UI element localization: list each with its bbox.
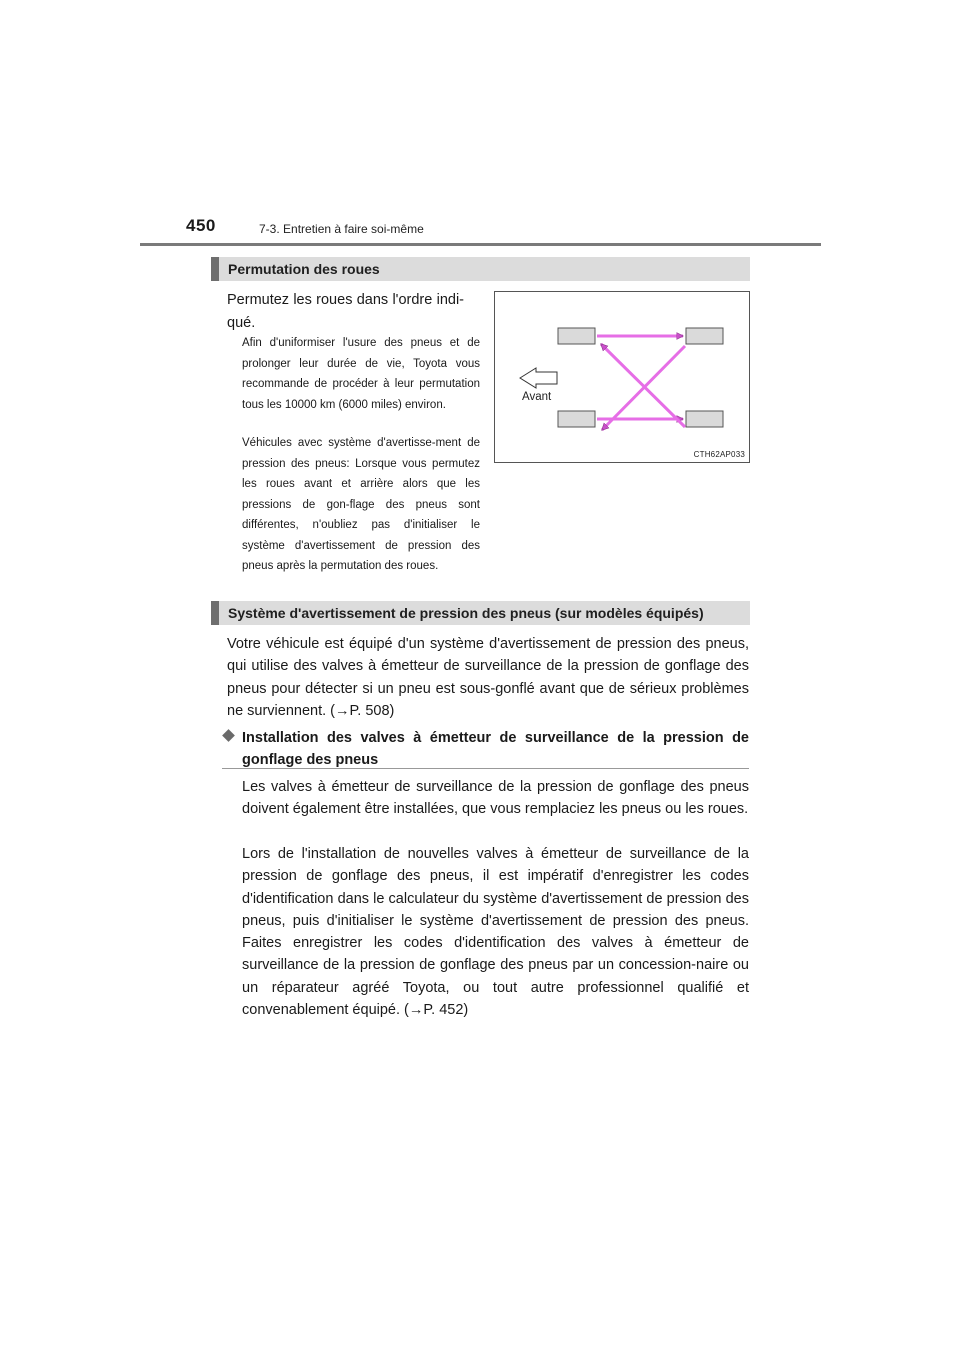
valve-paragraph-1: Les valves à émetteur de surveillance de la pression de gonflage des pneus doivent également être installées, que vous remplaciez les pneus ou les roues. (242, 779, 749, 818)
figure-code: CTH62AP033 (693, 450, 745, 459)
front-direction-arrow (520, 368, 557, 388)
valve-paragraph-2: Lors de l'installation de nouvelles valves à émetteur de surveillance de la pression de gonflage des pneus, il est impératif d'enregistrer les codes d'identification dans le calculateur du système d'avertissement de pression des pneus, puis d'initialiser le système d'avertissement de pression des pneus. Faites enregistrer les codes d'identification des valves à émetteur de surveillance de la pression de gonflage des pneus par un concession-naire ou un réparateur agréé Toyota, ou tout autre professionnel qualifié et convenablement équipé. (→P. 452) (242, 846, 749, 1019)
rotation-intro: Permutez les roues dans l'ordre indi-qué. (227, 292, 464, 331)
tpms-description: Votre véhicule est équipé d'un système d'avertissement de pression des pneus, qui utilise des valves à émetteur de surveillance de la pression de gonflage des pneus pour détecter si un pneu est sous-gonflé avant que de sérieux problèmes ne surviennent. (→P. 508) (227, 636, 749, 719)
tire-rear-left (686, 328, 723, 344)
subheading-valve-installation (222, 727, 749, 772)
tire-rear-right (686, 411, 723, 427)
page-number: 450 (186, 216, 216, 235)
rotation-note-interval: Afin d'uniformiser l'usure des pneus et de prolonger leur durée de vie, Toyota vous recommande de procéder à leur permutation tous les 10000 km (6000 miles) environ. (242, 337, 480, 411)
rotation-note-tpms: Véhicules avec système d'avertisse-ment de pression des pneus: Lorsque vous permutez les roues avant et arrière alors que les pressions de gon-flage des pneus sont différentes, n'oubliez pas d'initialiser le système d'avertissement de pression des pneus après la permutation des roues. (242, 437, 480, 572)
header-divider (140, 243, 821, 246)
arrow-diagonal-rear-to-front-top (601, 344, 685, 427)
subheading-text: Installation des valves à émetteur de surveillance de la pression de gonflage des pneus (242, 730, 749, 769)
rotation-diagram-svg (495, 292, 749, 462)
subheading-divider (222, 768, 749, 769)
section-title-tire-rotation: Permutation des roues (211, 257, 750, 281)
tire-rotation-diagram (494, 291, 750, 463)
front-label: Avant (522, 391, 552, 403)
tire-front-left (558, 328, 595, 344)
section-title-tpms: Système d'avertissement de pression des pneus (sur modèles équipés) (211, 601, 750, 625)
tire-front-right (558, 411, 595, 427)
chapter-header: 7-3. Entretien à faire soi-même (259, 222, 424, 236)
